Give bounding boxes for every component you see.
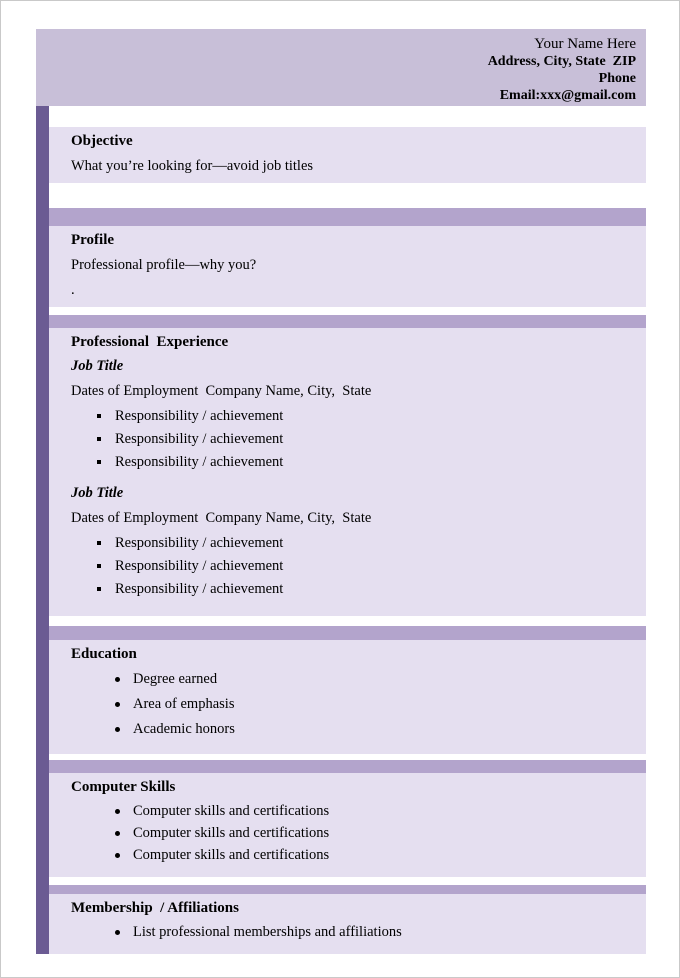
section-computer-skills — [49, 773, 646, 877]
profile-title: Profile — [71, 232, 115, 248]
header-block — [36, 29, 646, 106]
education-title: Education — [71, 646, 137, 662]
list-item — [97, 558, 634, 575]
computer-skills-title: Computer Skills — [71, 779, 176, 795]
job-meta: Dates of Employment Company Name, City, State — [71, 383, 372, 399]
membership-title: Membership / Affiliations — [71, 900, 239, 916]
education-list — [71, 671, 634, 738]
section-accent-band — [49, 626, 646, 640]
list-item — [115, 924, 634, 941]
bullet-text: Computer skills and certifications — [133, 825, 330, 841]
list-item — [97, 408, 634, 425]
bullet-square-icon — [97, 414, 101, 418]
resume-document — [36, 29, 646, 954]
bullet-text: Computer skills and certifications — [133, 803, 330, 819]
email-text: Email:xxx@gmail.com — [499, 88, 636, 103]
bullet-text: Responsibility / achievement — [115, 408, 284, 424]
section-accent-band — [49, 885, 646, 894]
objective-title: Objective — [71, 133, 133, 149]
body-column — [36, 106, 646, 954]
bullet-dot-icon — [115, 853, 120, 858]
bullet-square-icon — [97, 541, 101, 545]
left-accent-bar — [36, 106, 49, 954]
membership-list — [71, 924, 634, 941]
bullet-text: Responsibility / achievement — [115, 558, 284, 574]
list-item — [97, 431, 634, 448]
section-membership — [49, 894, 646, 954]
objective-text: What you’re looking for—avoid job titles — [71, 158, 314, 174]
list-item — [115, 721, 634, 738]
list-item — [97, 581, 634, 598]
job-meta: Dates of Employment Company Name, City, State — [71, 510, 372, 526]
bullet-square-icon — [97, 564, 101, 568]
experience-title: Professional Experience — [71, 334, 229, 350]
bullet-dot-icon — [115, 930, 120, 935]
section-gap — [49, 307, 646, 315]
responsibility-list — [71, 535, 634, 598]
address-text: Address, City, State ZIP — [487, 54, 636, 69]
bullet-text: List professional memberships and affiliations — [133, 924, 402, 940]
bullet-square-icon — [97, 460, 101, 464]
bullet-text: Area of emphasis — [133, 696, 235, 712]
bullet-dot-icon — [115, 809, 120, 814]
bullet-text: Responsibility / achievement — [115, 454, 284, 470]
bullet-text: Academic honors — [133, 721, 235, 737]
section-gap — [49, 877, 646, 885]
computer-skills-list — [71, 803, 634, 864]
list-item — [115, 825, 634, 842]
bullet-square-icon — [97, 587, 101, 591]
bullet-square-icon — [97, 437, 101, 441]
profile-text: Professional profile—why you? — [71, 257, 257, 273]
bullet-text: Responsibility / achievement — [115, 535, 284, 551]
responsibility-list — [71, 408, 634, 471]
list-item — [115, 847, 634, 864]
list-item — [115, 803, 634, 820]
list-item — [97, 454, 634, 471]
section-accent-band — [49, 208, 646, 226]
bullet-dot-icon — [115, 831, 120, 836]
job-title: Job Title — [71, 358, 124, 374]
bullet-dot-icon — [115, 727, 120, 732]
list-item — [115, 696, 634, 713]
content-column — [49, 106, 646, 954]
job-block — [71, 358, 634, 471]
section-accent-band — [49, 315, 646, 328]
section-gap — [49, 106, 646, 127]
section-experience — [49, 328, 646, 616]
bullet-dot-icon — [115, 677, 120, 682]
bullet-dot-icon — [115, 702, 120, 707]
section-gap — [49, 616, 646, 626]
list-item — [115, 671, 634, 688]
section-profile — [49, 226, 646, 307]
profile-note: . — [71, 282, 75, 298]
section-objective — [49, 127, 646, 183]
bullet-text: Computer skills and certifications — [133, 847, 330, 863]
job-title: Job Title — [71, 485, 124, 501]
section-gap — [49, 183, 646, 208]
list-item — [97, 535, 634, 552]
section-education — [49, 640, 646, 754]
name-text: Your Name Here — [534, 36, 636, 52]
bullet-text: Responsibility / achievement — [115, 431, 284, 447]
bullet-text: Degree earned — [133, 671, 218, 687]
phone-text: Phone — [598, 71, 636, 86]
section-accent-band — [49, 760, 646, 773]
bullet-text: Responsibility / achievement — [115, 581, 284, 597]
job-block — [71, 485, 634, 598]
